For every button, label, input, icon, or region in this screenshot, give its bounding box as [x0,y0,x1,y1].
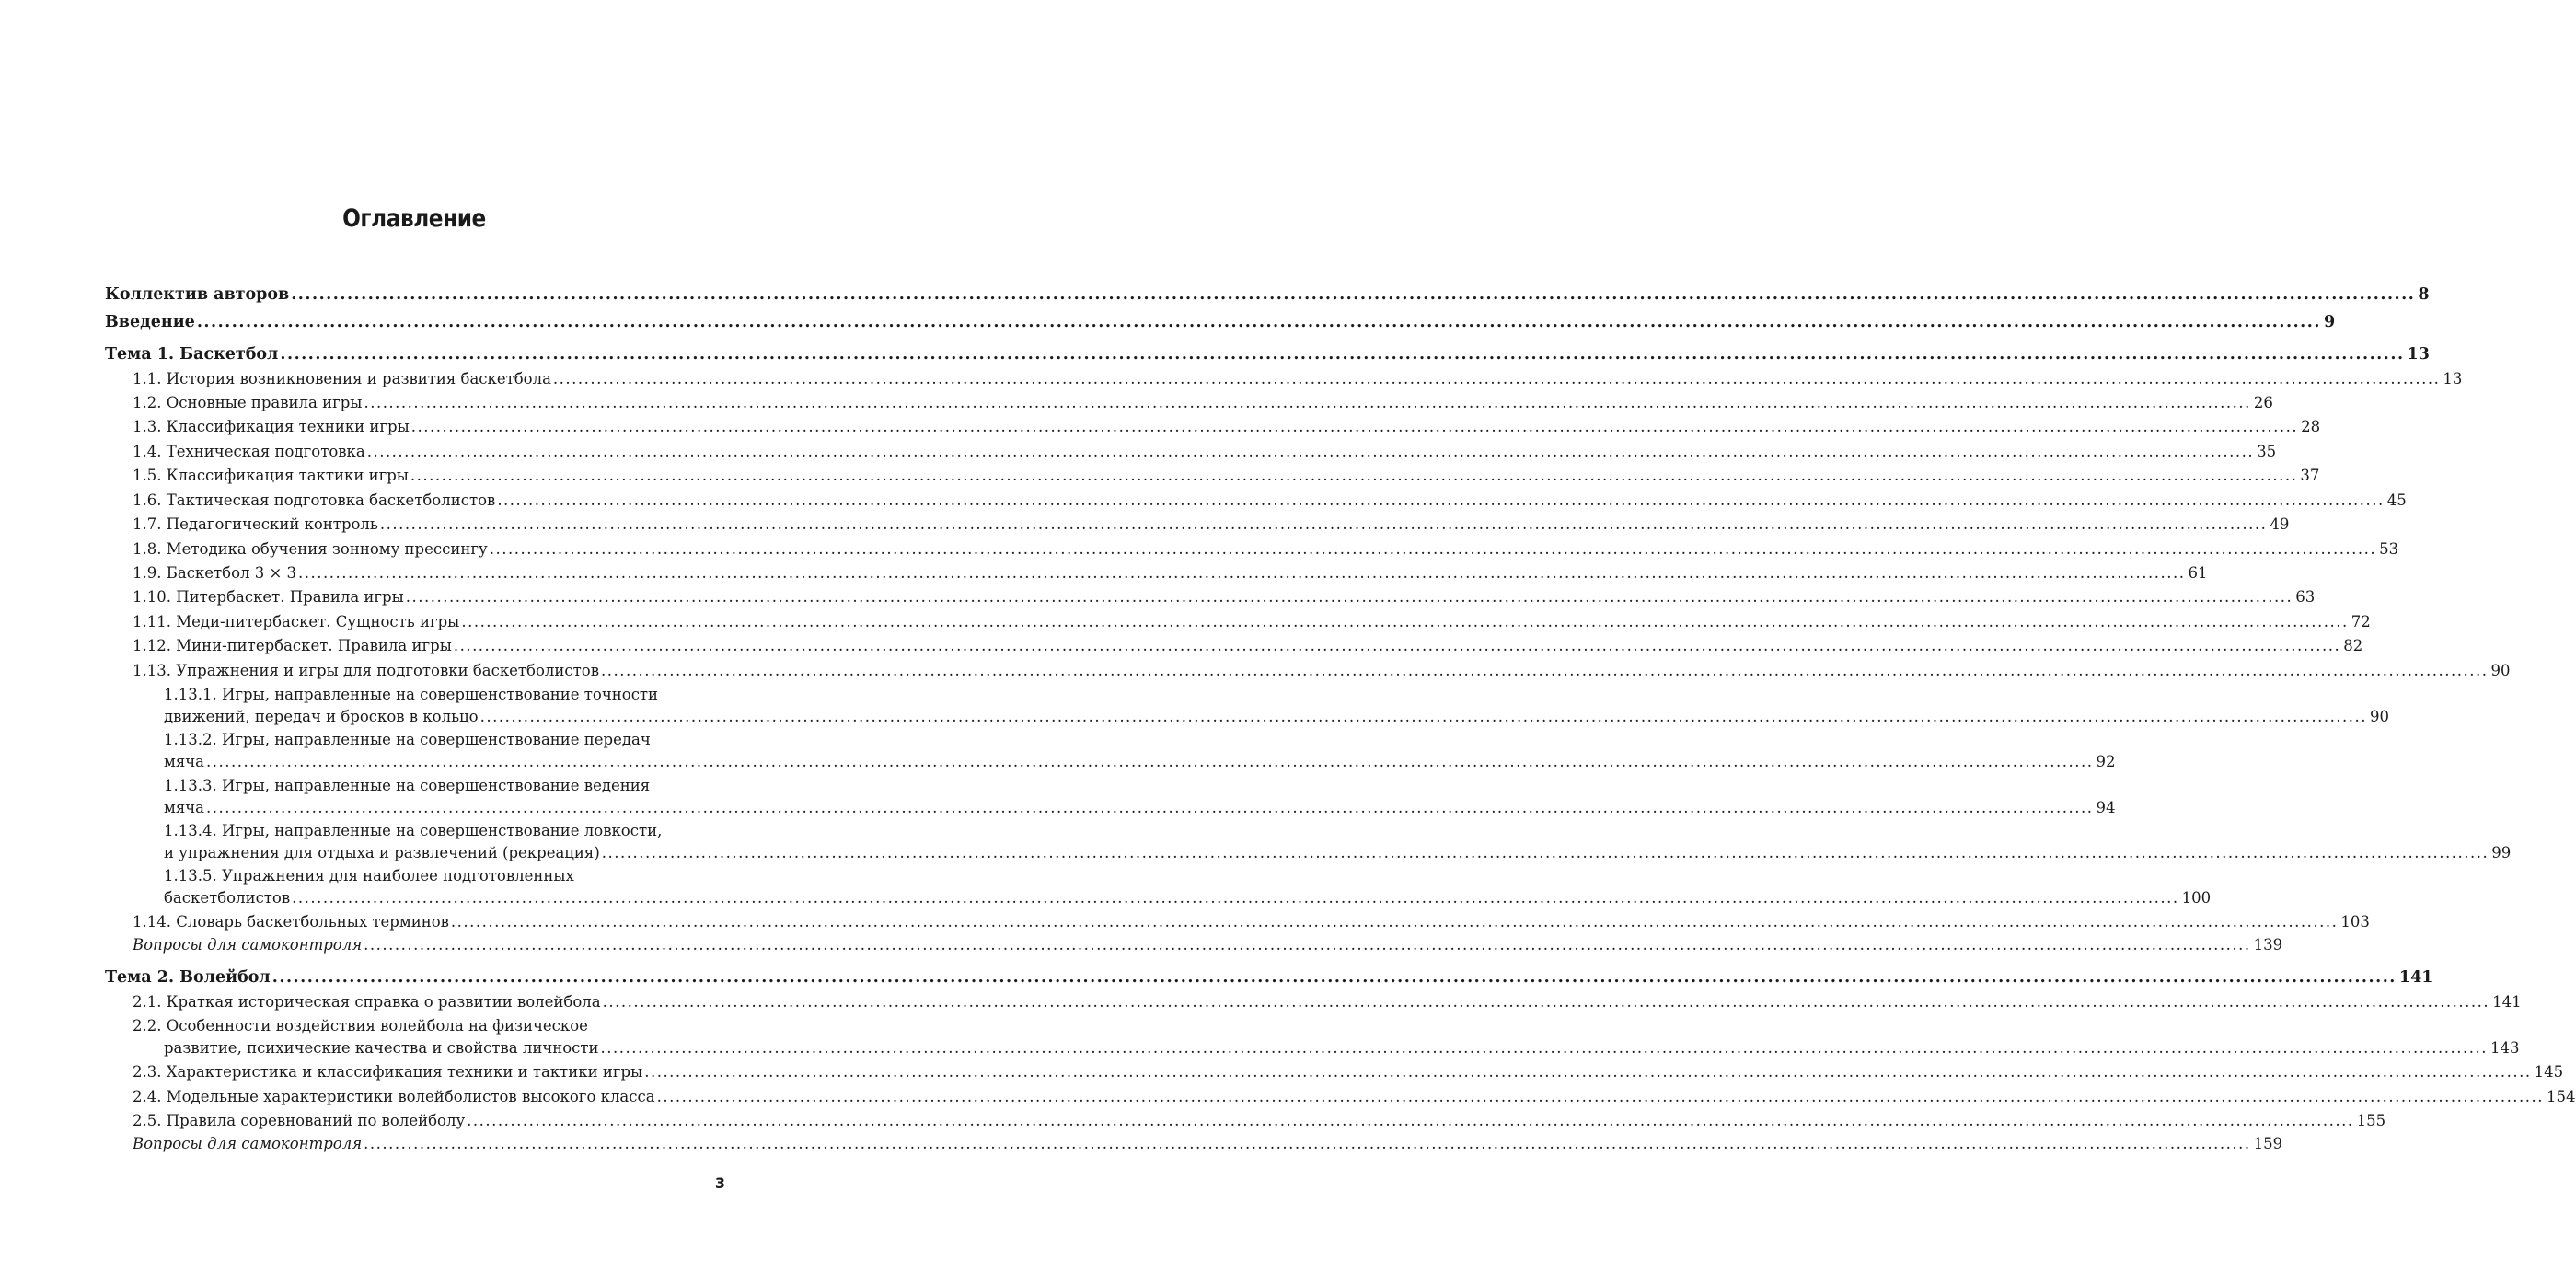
toc-entry-1-11 [133,611,2371,633]
toc-entry-2-1 [133,991,2522,1013]
toc-entry-title: 1.14. Словарь баскетбольных терминов [133,913,449,931]
toc-leader: ................................................................................................................................................................................................................................................................................................................ [644,1063,2532,1081]
toc-entry-self-check-2 [133,1133,2283,1155]
toc-entry-page: 13 [2407,345,2430,364]
toc-leader: ................................................................................................................................................................................................................................................................................................................ [410,467,2298,484]
toc-entry-1-10 [133,586,2316,608]
toc-entry-title: Вопросы для самоконтроля [133,1135,363,1152]
toc-entry-page: 141 [2492,993,2522,1011]
toc-leader: ................................................................................................................................................................................................................................................................................................................ [552,370,2441,387]
toc-entry-topic-1 [105,343,2430,365]
toc-entry-title: мяча [164,799,204,816]
toc-entry-page: 72 [2351,613,2371,630]
toc-entry-title: 1.8. Методика обучения зонному прессингу [133,540,488,558]
toc-entry-page: 141 [2398,968,2433,987]
toc-entry-2-4 [133,1086,2576,1108]
toc-entry-page: 99 [2491,844,2512,861]
page-title: Оглавление [342,204,486,233]
toc-leader: ................................................................................................................................................................................................................................................................................................................ [405,588,2293,606]
toc-leader: ................................................................................................................................................................................................................................................................................................................ [479,708,2368,725]
toc-entry-page: 90 [2370,708,2390,725]
toc-entry-title: Тема 1. Баскетбол [105,345,279,364]
toc-entry-1-8 [133,538,2399,561]
toc-entry-title-line1: 1.13.1. Игры, направленные на совершенствование точности [164,686,659,703]
toc-entry-title: 2.5. Правила соревнований по волейболу [133,1112,466,1129]
toc-entry-title: 2.4. Модельные характеристики волейболистов высокого класса [133,1088,655,1105]
toc-entry-1-1 [133,368,2463,390]
toc-leader: ................................................................................................................................................................................................................................................................................................................ [467,1112,2354,1129]
toc-leader: ................................................................................................................................................................................................................................................................................................................ [601,844,2489,861]
toc-leader: ................................................................................................................................................................................................................................................................................................................ [601,662,2489,679]
toc-entry-page: 90 [2490,662,2511,679]
toc-entry-title: 1.4. Техническая подготовка [133,443,365,460]
toc-entry-page: 154 [2547,1088,2576,1105]
toc-entry-page: 139 [2253,936,2283,954]
toc-entry-title: и упражнения для отдыха и развлечений (рекреация) [164,844,600,861]
toc-entry-authors [105,283,2430,306]
toc-entry-title: Введение [105,313,195,331]
toc-entry-self-check-1 [133,934,2283,956]
toc-entry-2-3 [133,1061,2564,1083]
toc-entry-title: 2.3. Характеристика и классификация техники и тактики игры [133,1063,643,1081]
toc-leader: ................................................................................................................................................................................................................................................................................................................ [196,313,2321,331]
toc-entry-page: 35 [2257,443,2277,460]
toc-entry-title: мяча [164,753,204,770]
toc-entry-topic-2 [105,966,2433,989]
toc-entry-page: 28 [2301,418,2321,435]
toc-entry-1-6 [133,490,2407,512]
toc-leader: ................................................................................................................................................................................................................................................................................................................ [379,515,2268,533]
toc-entry-page: 26 [2253,394,2273,411]
toc-entry-1-2 [133,392,2273,414]
toc-entry-1-5 [133,465,2320,487]
toc-entry-title: 1.2. Основные правила игры [133,394,363,411]
toc-entry-2-5 [133,1110,2386,1132]
toc-entry-title: 1.11. Меди-питербаскет. Сущность игры [133,613,460,630]
toc-entry-title: 1.10. Питербаскет. Правила игры [133,588,404,606]
toc-leader: ................................................................................................................................................................................................................................................................................................................ [206,799,2094,816]
toc-leader: ................................................................................................................................................................................................................................................................................................................ [364,394,2251,411]
toc-leader: ................................................................................................................................................................................................................................................................................................................ [291,285,2416,304]
toc-entry-title: баскетболистов [164,889,291,907]
toc-entry-page: 53 [2379,540,2399,558]
page-number: 3 [714,1174,725,1192]
toc-entry-page: 82 [2343,637,2363,654]
toc-entry-page: 100 [2181,889,2212,907]
toc-entry-page: 145 [2534,1063,2564,1081]
toc-leader: ................................................................................................................................................................................................................................................................................................................ [280,345,2405,364]
toc-leader: ................................................................................................................................................................................................................................................................................................................ [602,993,2490,1011]
toc-leader: ................................................................................................................................................................................................................................................................................................................ [497,491,2385,509]
toc-entry-title-line1: 1.13.2. Игры, направленные на совершенствование передач [164,731,651,748]
toc-entry-1-13-3 [164,775,2116,819]
toc-entry-1-4 [133,441,2277,463]
toc-leader: ................................................................................................................................................................................................................................................................................................................ [410,418,2299,435]
toc-entry-title-line1: 1.13.3. Игры, направленные на совершенствование ведения [164,777,651,794]
toc-leader: ................................................................................................................................................................................................................................................................................................................ [298,564,2186,582]
toc-entry-title: 1.5. Классификация тактики игры [133,467,409,484]
toc-entry-title: 1.12. Мини-питербаскет. Правила игры [133,637,452,654]
toc-entry-title: развитие, психические качества и свойства личности [164,1039,599,1057]
toc-entry-1-9 [133,562,2208,584]
toc-entry-2-2 [133,1015,2520,1059]
toc-entry-page: 37 [2300,467,2320,484]
toc-leader: ................................................................................................................................................................................................................................................................................................................ [600,1039,2488,1057]
toc-entry-page: 45 [2386,491,2407,509]
toc-entry-1-7 [133,514,2290,536]
toc-entry-page: 103 [2340,913,2370,931]
toc-leader: ................................................................................................................................................................................................................................................................................................................ [364,936,2251,954]
toc-entry-title: 1.6. Тактическая подготовка баскетболистов [133,491,496,509]
toc-entry-title-line1: 1.13.4. Игры, направленные на совершенствование ловкости, [164,822,663,839]
toc-entry-title: Тема 2. Волейбол [105,968,271,987]
toc-leader: ................................................................................................................................................................................................................................................................................................................ [489,540,2377,558]
toc-leader: ................................................................................................................................................................................................................................................................................................................ [450,913,2339,931]
toc-entry-title: движений, передач и бросков в кольцо [164,708,479,725]
toc-entry-title: Вопросы для самоконтроля [133,936,363,954]
toc-entry-title-line1: 2.2. Особенности воздействия волейбола на физическое [133,1017,588,1035]
toc-leader: ................................................................................................................................................................................................................................................................................................................ [366,443,2255,460]
toc-entry-page: 9 [2323,313,2336,331]
toc-entry-1-13-4 [164,820,2512,864]
toc-entry-page: 143 [2489,1039,2520,1057]
toc-entry-page: 159 [2253,1135,2283,1152]
toc-entry-page: 63 [2295,588,2316,606]
toc-leader: ................................................................................................................................................................................................................................................................................................................ [292,889,2179,907]
toc-leader: ................................................................................................................................................................................................................................................................................................................ [656,1088,2545,1105]
toc-entry-title: 1.1. История возникновения и развития баскетбола [133,370,551,387]
toc-entry-1-3 [133,416,2321,438]
toc-entry-1-14 [133,911,2370,933]
toc-entry-title-line1: 1.13.5. Упражнения для наиболее подготовленных [164,867,574,885]
toc-entry-title: 1.7. Педагогический контроль [133,515,378,533]
toc-entry-introduction [105,311,2336,333]
toc-entry-page: 155 [2356,1112,2386,1129]
toc-entry-1-13-5 [164,865,2212,909]
toc-entry-title: Коллектив авторов [105,285,290,304]
toc-entry-page: 49 [2270,515,2290,533]
toc-entry-page: 92 [2096,753,2116,770]
toc-entry-1-13-1 [164,684,2390,728]
toc-leader: ................................................................................................................................................................................................................................................................................................................ [364,1135,2251,1152]
toc-entry-title: 2.1. Краткая историческая справка о развитии волейбола [133,993,601,1011]
toc-entry-page: 94 [2096,799,2116,816]
toc-entry-title: 1.3. Классификация техники игры [133,418,410,435]
toc-entry-page: 13 [2443,370,2463,387]
toc-leader: ................................................................................................................................................................................................................................................................................................................ [453,637,2341,654]
toc-entry-1-12 [133,635,2363,657]
toc-leader: ................................................................................................................................................................................................................................................................................................................ [271,968,2397,987]
toc-entry-1-13 [133,660,2511,682]
toc-entry-title: 1.13. Упражнения и игры для подготовки баскетболистов [133,662,599,679]
toc-leader: ................................................................................................................................................................................................................................................................................................................ [206,753,2094,770]
toc-entry-page: 61 [2188,564,2208,582]
toc-entry-page: 8 [2418,285,2430,304]
toc-leader: ................................................................................................................................................................................................................................................................................................................ [461,613,2349,630]
toc-entry-1-13-2 [164,729,2116,773]
toc-entry-title: 1.9. Баскетбол 3 × 3 [133,564,297,582]
